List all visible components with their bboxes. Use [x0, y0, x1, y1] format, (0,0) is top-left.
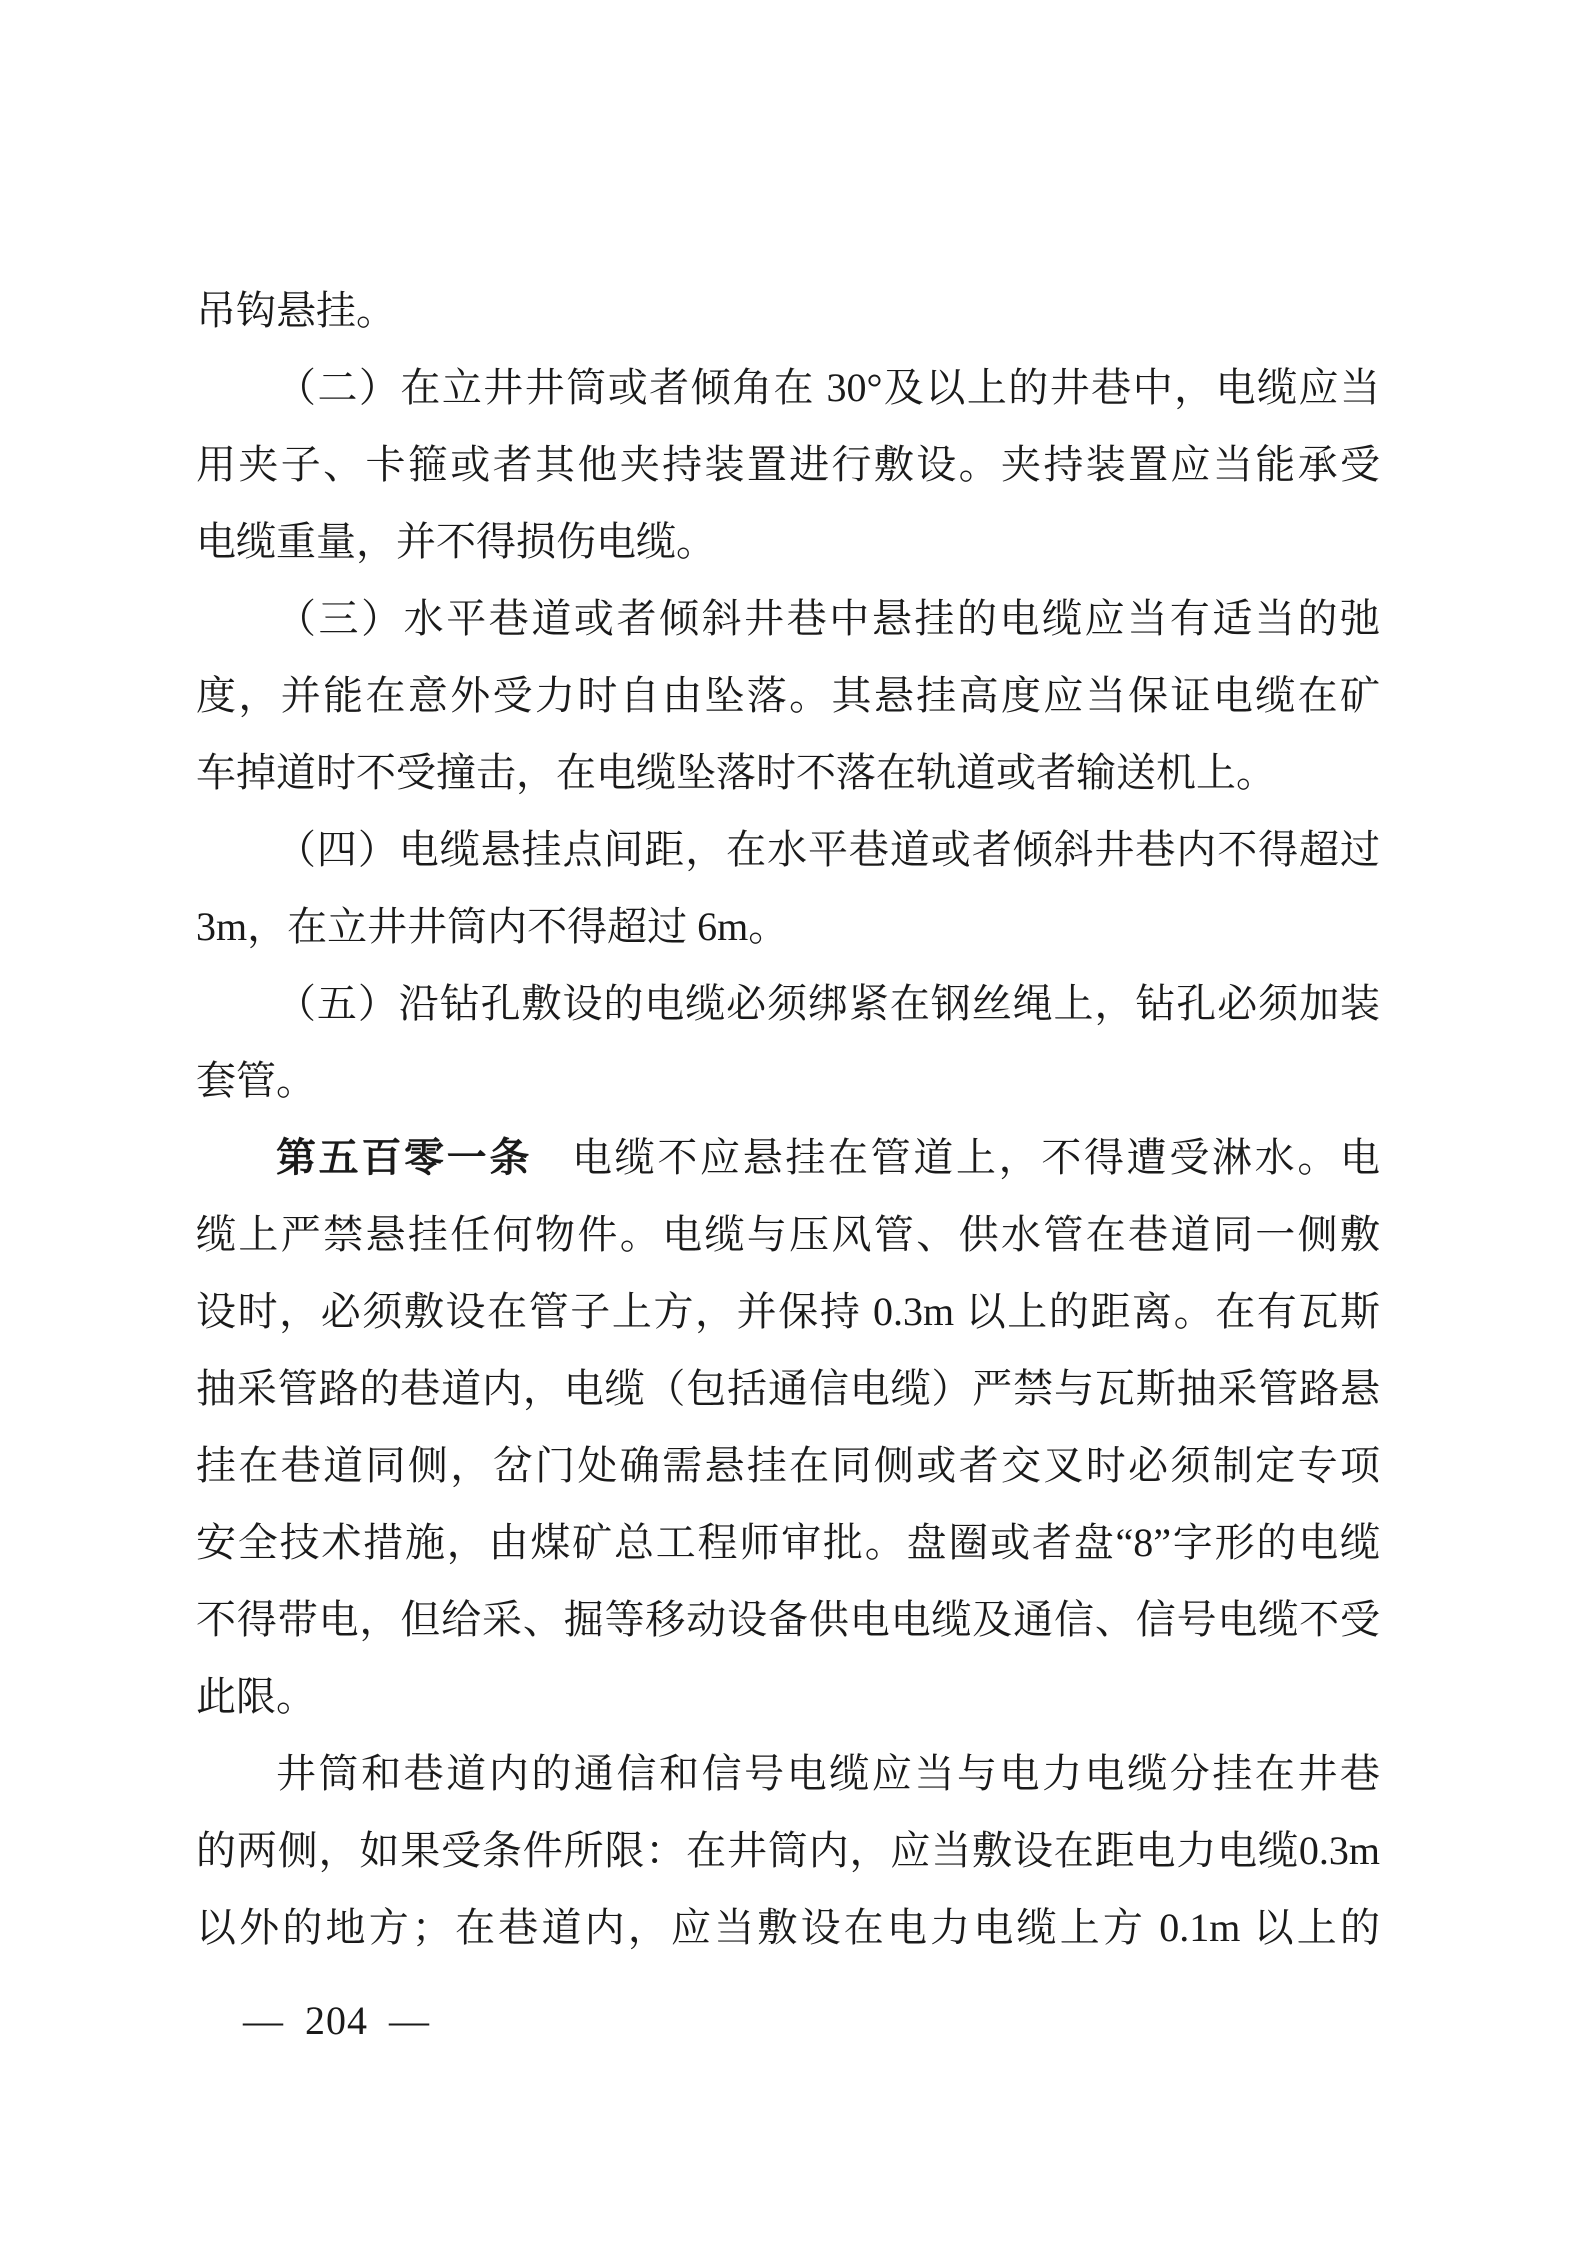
text-line: 缆上严禁悬挂任何物件。电缆与压风管、供水管在巷道同一侧敷 [196, 1212, 1380, 1257]
text-line: 不得带电，但给采、掘等移动设备供电电缆及通信、信号电缆不受 [196, 1597, 1380, 1642]
article-body-text: 电缆不应悬挂在管道上，不得遭受淋水。电 [572, 1135, 1380, 1180]
text-line: 以外的地方；在巷道内，应当敷设在电力电缆上方 0.1m 以上的 [196, 1905, 1380, 1950]
text-line: 3m，在立井井筒内不得超过 6m。 [196, 904, 789, 949]
article-number-bold: 第五百零一条 [276, 1135, 532, 1180]
text-line: 此限。 [196, 1674, 316, 1719]
text-line: 度，并能在意外受力时自由坠落。其悬挂高度应当保证电缆在矿 [196, 673, 1380, 718]
text-line: （五）沿钻孔敷设的电缆必须绑紧在钢丝绳上，钻孔必须加装 [276, 981, 1380, 1026]
text-line: （二）在立井井筒或者倾角在 30°及以上的井巷中，电缆应当 [276, 365, 1380, 410]
text-line: 抽采管路的巷道内，电缆（包括通信电缆）严禁与瓦斯抽采管路悬 [196, 1366, 1380, 1411]
text-line: 设时，必须敷设在管子上方，并保持 0.3m 以上的距离。在有瓦斯 [196, 1289, 1380, 1334]
text-line: 的两侧，如果受条件所限：在井筒内，应当敷设在距电力电缆0.3m [196, 1828, 1380, 1873]
text-line: 吊钩悬挂。 [196, 288, 396, 333]
body-text-block [196, 272, 1380, 1966]
text-line: 车掉道时不受撞击，在电缆坠落时不落在轨道或者输送机上。 [196, 750, 1276, 795]
text-line: 安全技术措施，由煤矿总工程师审批。盘圈或者盘“8”字形的电缆 [196, 1520, 1380, 1565]
article-heading-line [196, 1119, 1380, 1196]
text-line: 电缆重量，并不得损伤电缆。 [196, 519, 716, 564]
text-line: 套管。 [196, 1058, 316, 1103]
text-line: （三）水平巷道或者倾斜井巷中悬挂的电缆应当有适当的弛 [276, 596, 1380, 641]
page-number: — 204 — [243, 1998, 430, 2043]
text-line: 用夹子、卡箍或者其他夹持装置进行敷设。夹持装置应当能承受 [196, 442, 1380, 487]
text-line: 挂在巷道同侧，岔门处确需悬挂在同侧或者交叉时必须制定专项 [196, 1443, 1380, 1488]
text-line: 井筒和巷道内的通信和信号电缆应当与电力电缆分挂在井巷 [276, 1751, 1380, 1796]
text-line: （四）电缆悬挂点间距，在水平巷道或者倾斜井巷内不得超过 [276, 827, 1380, 872]
